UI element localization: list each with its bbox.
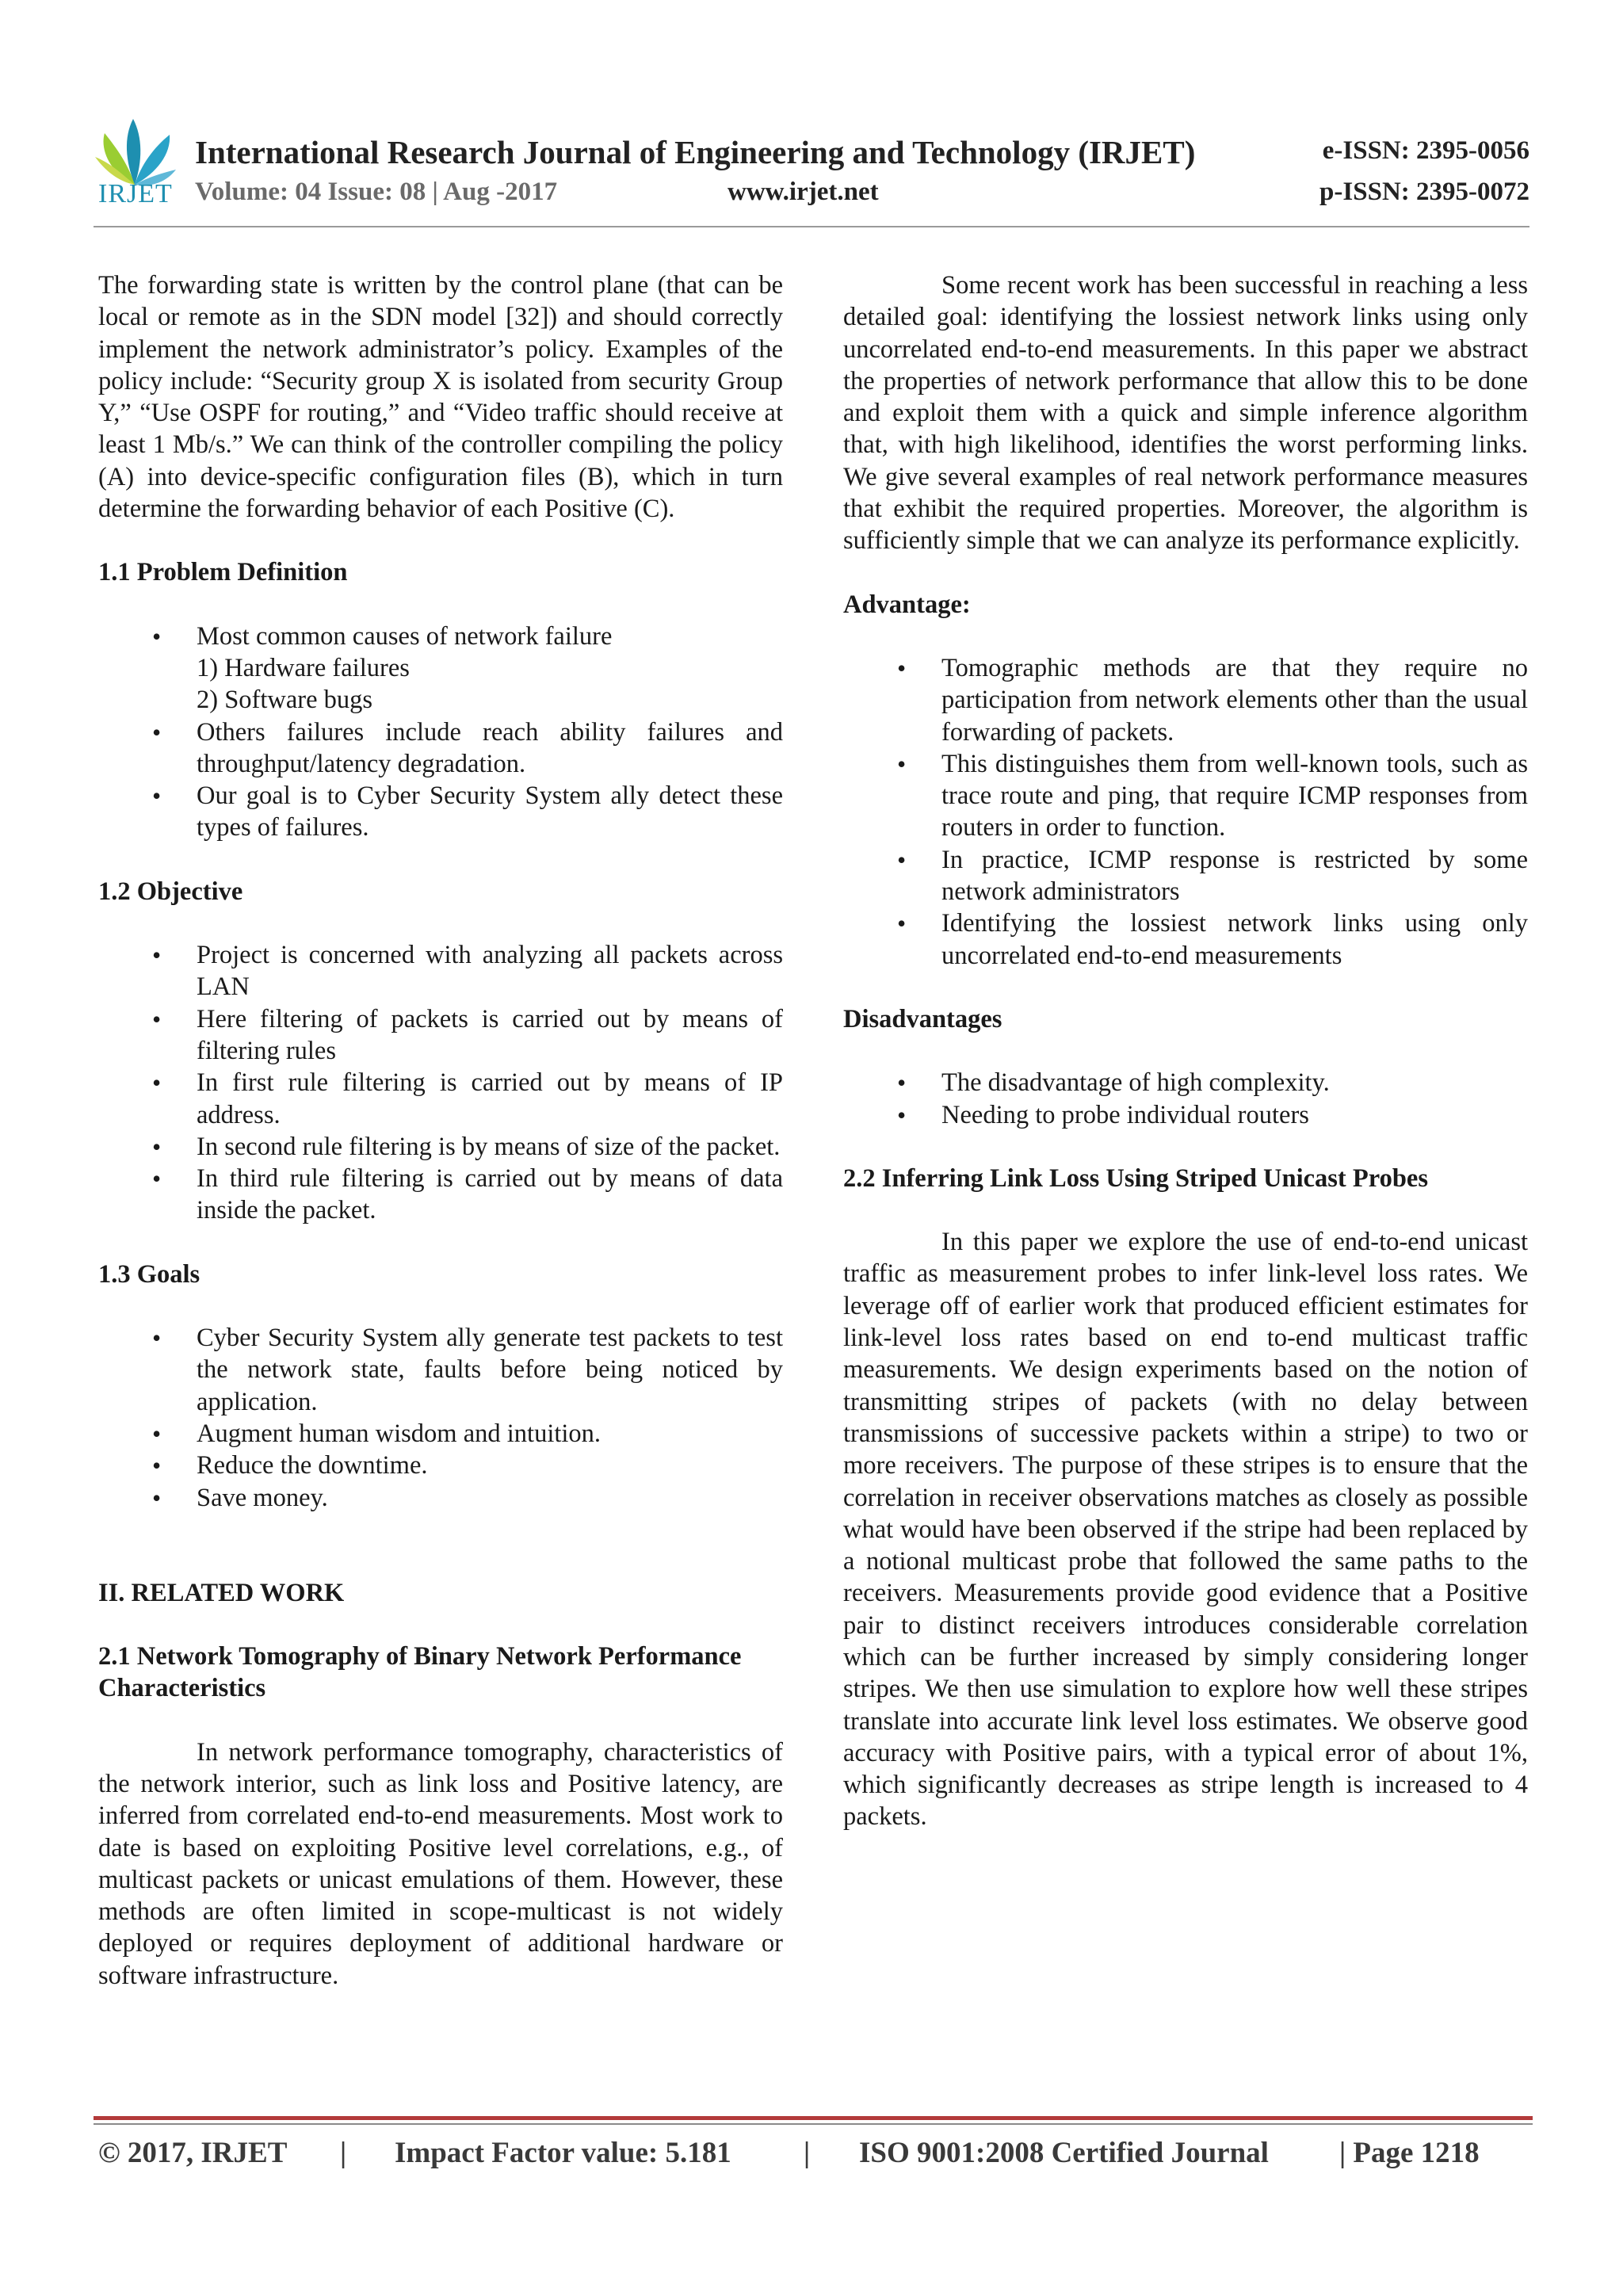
footer-separator: | [804,2137,811,2169]
advantage-list [843,652,1528,972]
heading-problem-definition: 1.1 Problem Definition [98,558,348,587]
journal-url[interactable]: www.irjet.net [727,178,879,206]
bullet-icon: • [897,1100,907,1129]
e-issn: e-ISSN: 2395-0056 [1322,136,1529,165]
journal-title: International Research Journal of Engineering and Technology (IRJET) [195,134,1196,170]
list-item: • Tomographic methods are that they require no participation from network elements other than the usual forwarding of packets. [897,653,1528,747]
sub-item: 1) Hardware failures [197,653,410,682]
footer-impact-factor: Impact Factor value: 5.181 [395,2137,731,2169]
heading-network-tomography: 2.1 Network Tomography of Binary Network Performance Characteristics [98,1642,742,1703]
heading-advantage: Advantage: [843,590,971,619]
bullet-icon: • [897,749,907,778]
bullet-icon: • [897,1068,907,1098]
list-item: • In practice, ICMP response is restricted by some network administrators [897,845,1528,907]
bullet-icon: • [152,1324,162,1353]
bullet-icon: • [152,1419,162,1448]
footer-page-number: | Page 1218 [1339,2137,1480,2169]
list-item: • The disadvantage of high complexity. [843,1067,1528,1098]
footer-iso: ISO 9001:2008 Certified Journal [859,2137,1269,2169]
list-item: • Identifying the lossiest network links using only uncorrelated end-to-end measurements [897,909,1528,970]
problem-list [98,621,783,844]
heading-goals: 1.3 Goals [98,1259,200,1289]
bullet-icon: • [152,941,162,970]
list-item: • Save money. [98,1482,783,1514]
heading-disadvantages: Disadvantages [843,1004,1002,1033]
list-item: • In third rule filtering is carried out by means of data inside the packet. [152,1164,783,1225]
bullet-icon: • [152,621,162,651]
bullet-icon: • [152,1004,162,1033]
list-item: • Cyber Security System ally generate test packets to test the network state, faults before being noticed by application. [152,1324,783,1416]
bullet-icon: • [897,845,907,874]
p-issn: p-ISSN: 2395-0072 [1319,178,1529,206]
heading-related-work: II. RELATED WORK [98,1578,345,1607]
intro-paragraph: The forwarding state is written by the control plane (that can be local or remote as in the SDN model [32]) and should correctly implement the network administrator’s policy. Examples of the policy include: “Security group X is isolated from security Group Y,” “Use OSPF for routing,” and “Video traffic should receive at least 1 Mb/s.” We can think of the controller compiling the policy (A) into device-specific configuration files (B), which in turn determine the forwarding behavior of each Positive (C). [98,271,783,524]
bullet-icon: • [897,653,907,682]
footer-separator: | [340,2137,347,2169]
disadvantage-list [843,1067,1528,1131]
bullet-icon: • [152,1068,162,1098]
bullet-icon: • [152,1132,162,1161]
list-item: • Needing to probe individual routers [843,1099,1528,1131]
left-column [98,269,783,1992]
bullet-icon: • [152,1164,162,1194]
list-item: • Others failures include reach ability failures and throughput/latency degradation. [152,717,783,778]
footer-accent-rule [94,2116,1533,2120]
list-item: • Here filtering of packets is carried out by means of filtering rules [152,1004,783,1065]
footer-copyright: © 2017, IRJET [98,2137,288,2169]
list-item: • Augment human wisdom and intuition. [98,1418,783,1450]
list-item: • Reduce the downtime. [98,1450,783,1481]
objective-list [98,939,783,1227]
heading-objective: 1.2 Objective [98,877,243,906]
goals-list [98,1322,783,1514]
bullet-icon: • [152,1451,162,1480]
footer-divider [94,2123,1533,2125]
list-item: • Our goal is to Cyber Security System ally detect these types of failures. [152,781,783,842]
bullet-icon: • [152,1483,162,1512]
right-column [843,269,1528,1833]
bullet-icon: • [152,781,162,811]
list-item: • In first rule filtering is carried out by means of IP address. [152,1068,783,1129]
header-divider [94,226,1529,227]
tomography-paragraph: In network performance tomography, characteristics of the network interior, such as link loss and Positive latency, are inferred from correlated end-to-end measurements. Most work to date is based on exploiting Positive level correlations, e.g., of multicast packets or unicast emulations of them. However, these methods are often limited in scope-multicast is not widely deployed or requires deployment of additional hardware or software infrastructure. [98,1737,783,1990]
heading-inferring-link-loss: 2.2 Inferring Link Loss Using Striped Unicast Probes [843,1163,1428,1193]
journal-volume: Volume: 04 Issue: 08 | Aug -2017 [195,178,558,206]
sub-item: 2) Software bugs [197,686,373,715]
recent-work-paragraph: Some recent work has been successful in reaching a less detailed goal: identifying the lossiest network links using only uncorrelated end-to-end measurements. In this paper we abstract the properties of network performance that allow this to be done and exploit them with a quick and simple inference algorithm that, with high likelihood, identifies the worst performing links. We give several examples of real network performance measures that exhibit the required properties. Moreover, the algorithm is sufficiently simple that we can analyze its performance explicitly. [843,271,1528,556]
inferring-paragraph: In this paper we explore the use of end-to-end unicast traffic as measurement probes to infer link-level loss rates. We leverage off of earlier work that produced efficient estimates for link-level loss rates based on end to-end multicast traffic measurements. We design experiments based on the notion of transmitting stripes of packets (with no delay between transmissions of successive packets within a stripe) to two or more receivers. The purpose of these stripes is to ensure that the correlation in receiver observations matches as closely as possible what would have been observed if the stripe had been replaced by a notional multicast probe that followed the same paths to the receivers. Measurements provide good evidence that a Positive pair to distinct receivers introduces considerable correlation which can be further increased by simply considering longer stripes. We then use simulation to explore how well these stripes translate into accurate link level loss estimates. We observe good accuracy with Positive pairs, with a typical error of about 1%, which significantly decreases as stripe length is increased to 4 packets. [843,1228,1528,1832]
bullet-icon: • [152,717,162,747]
logo-text: IRJET [98,179,173,208]
page-header [0,0,1623,238]
list-item: • Project is concerned with analyzing all packets across LAN [152,941,783,1002]
bullet-icon: • [897,909,907,938]
list-item: • In second rule filtering is by means of size of the packet. [98,1131,783,1163]
list-item: • This distinguishes them from well-known tools, such as trace route and ping, that require ICMP responses from routers in order to function. [897,749,1528,842]
list-item: • Most common causes of network failure 1) Hardware failures 2) Software bugs [152,621,613,715]
